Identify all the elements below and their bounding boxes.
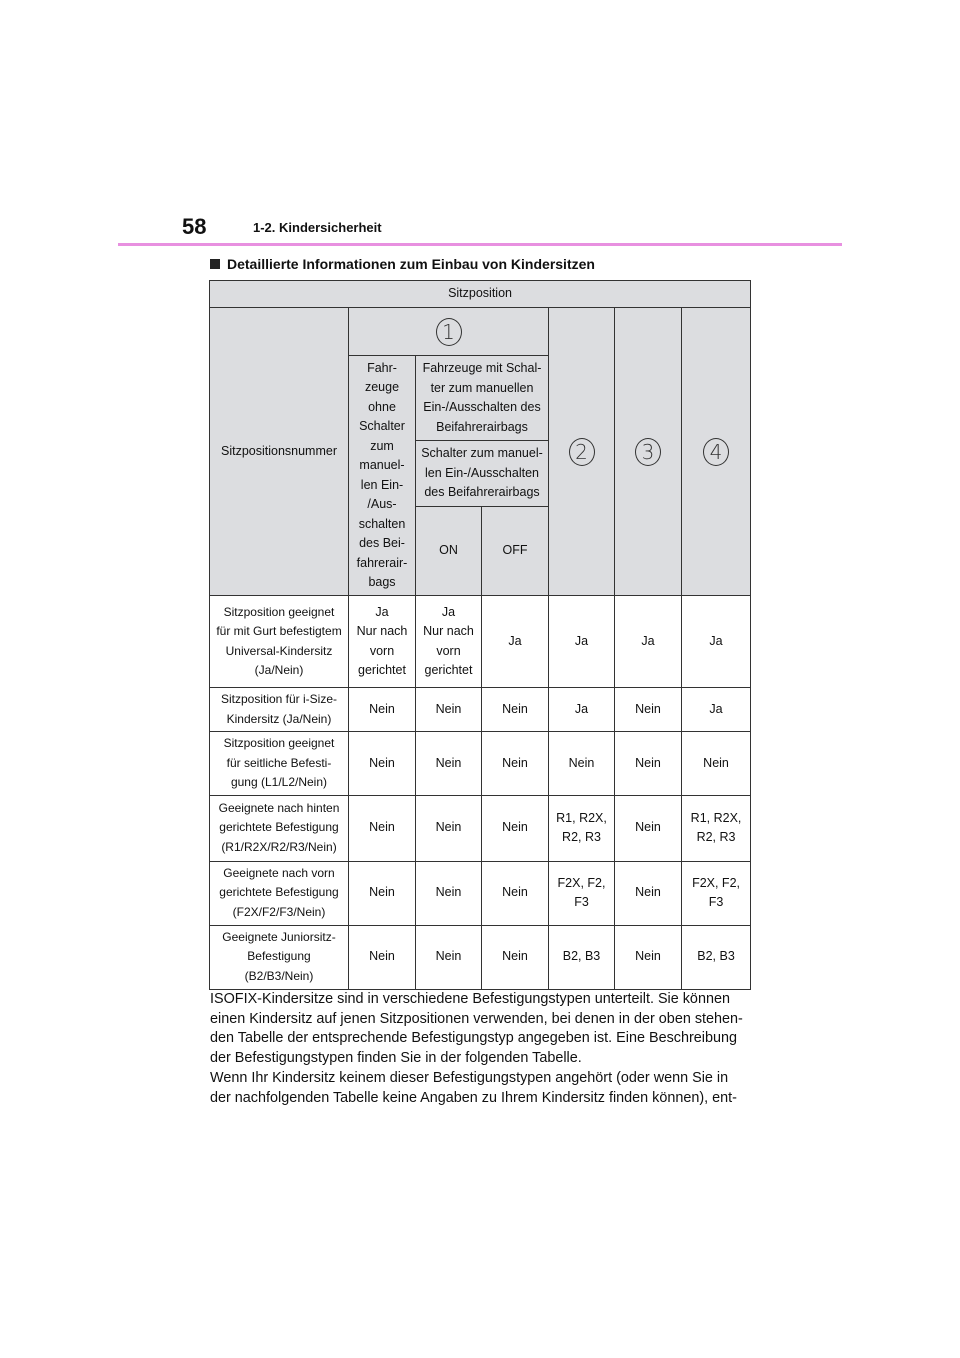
cell-text-line: Ja (574, 701, 589, 716)
table-cell (349, 861, 416, 925)
table-cell (549, 688, 615, 732)
table-title: Sitzposition (210, 281, 751, 308)
table-cell (349, 732, 416, 796)
table-cell (482, 596, 549, 688)
table-cell (482, 861, 549, 925)
table-cell (482, 732, 549, 796)
cell-text-line: Nein (502, 755, 528, 770)
cell-text-line: Nein (703, 755, 729, 770)
cell-text-line: gerichtete Befestigung (219, 820, 339, 835)
cell-text-line: Ja (375, 604, 389, 619)
cell-text-line: Nein (369, 701, 395, 716)
cell-text-line: Nein (435, 755, 462, 770)
cell-text-line: B2, B3 (562, 949, 601, 964)
cell-text-line: (Ja/Nein) (254, 663, 304, 677)
cell-text-line: Ja (574, 633, 589, 648)
table-cell (416, 861, 482, 925)
cell-text-line: Schalter zum manuel- (421, 446, 543, 461)
cell-text-line: Nein (435, 949, 462, 964)
header-rule (118, 243, 842, 246)
table-cell (682, 795, 751, 861)
cell-text-line: Geeignete nach vorn (223, 865, 335, 880)
table-row (210, 861, 751, 925)
table-row (210, 596, 751, 688)
cell-text-line: F2X, F2, (692, 875, 740, 890)
cell-text-line: (F2X/F2/F3/Nein) (232, 904, 326, 919)
table-cell (416, 795, 482, 861)
square-bullet-icon (210, 259, 220, 269)
cell-text-line: Nein (568, 755, 595, 770)
table-cell (416, 596, 482, 688)
col-switch (416, 441, 549, 507)
cell-text-line: Ja (641, 633, 655, 648)
table-cell (482, 925, 549, 989)
cell-text-line: Sitzposition geeignet (223, 604, 335, 619)
col-off: OFF (482, 507, 549, 596)
cell-text-line: des Beifahrerairbags (424, 485, 540, 500)
seat-2-header (549, 308, 615, 596)
cell-text-line: Nein (502, 701, 528, 716)
cell-text-line: für mit Gurt befestigtem (216, 624, 342, 638)
cell-text-line: (B2/B3/Nein) (244, 968, 314, 983)
table-cell (615, 688, 682, 732)
col-no-switch (349, 356, 416, 596)
cell-text-line: B2, B3 (697, 949, 735, 964)
circled-number-icon: 2 (569, 438, 595, 466)
circled-number-icon: 1 (436, 318, 462, 346)
body-paragraph: Wenn Ihr Kindersitz keinem dieser Befestigungstypen angehört (oder wenn Sie in der nachfolgenden Tabelle keine Angaben zu Ihrem Kindersitz finden können), ent- (210, 1069, 737, 1106)
body-paragraph: ISOFIX-Kindersitze sind in verschiedene Befestigungstypen unterteilt. Sie können einen Kindersitz auf jenen Sitzpositionen verwenden, bei denen in der oben stehen-den Tabelle der entsprechende Befestigungstyp angegeben ist. Eine Beschreibung der Befestigungstypen finden Sie in der folgenden Tabelle. (210, 991, 743, 1067)
cell-text-line: Nein (635, 755, 661, 770)
cell-text-line: Nein (369, 949, 395, 964)
table-row (210, 925, 751, 989)
row-label (210, 795, 349, 861)
table-cell (615, 925, 682, 989)
cell-text-line: Geeignete nach hinten (218, 800, 340, 815)
table-cell (349, 596, 416, 688)
cell-text-line: manuel- (359, 458, 405, 472)
cell-text-line: len Ein- (360, 477, 404, 492)
table-cell (349, 925, 416, 989)
cell-text-line: (R1/R2X/R2/R3/Nein) (221, 839, 337, 854)
cell-text-line: Beifahrerairbags (436, 419, 528, 434)
table-cell (682, 861, 751, 925)
cell-text-line: Ja (709, 633, 723, 648)
cell-text-line: Nein (502, 949, 528, 964)
cell-text-line: gerichtet (424, 663, 473, 677)
cell-text-line: Schalter (359, 419, 405, 433)
cell-text-line: F2X, F2, (557, 875, 606, 890)
cell-text-line: Nein (369, 820, 395, 835)
cell-text-line: Ja (441, 604, 456, 619)
table-cell (682, 925, 751, 989)
cell-text-line: für seitliche Befesti- (226, 755, 332, 770)
cell-text-line: Nein (635, 885, 661, 900)
col-switch-text (419, 444, 545, 503)
cell-text-line: Nein (435, 885, 462, 900)
seat-3-header (615, 308, 682, 596)
col-with-switch (416, 356, 549, 441)
cell-text-line: Befestigung (247, 949, 311, 964)
cell-text-line: Nur nach (423, 624, 474, 638)
table-cell (615, 596, 682, 688)
cell-text-line: Kindersitz (Ja/Nein) (226, 711, 332, 726)
cell-text-line: zeuge (364, 380, 400, 394)
table-cell (615, 732, 682, 796)
table-cell (682, 732, 751, 796)
cell-text-line: Nur nach (356, 624, 408, 638)
seat-position-table (209, 280, 751, 990)
cell-text-line: Nein (502, 885, 528, 900)
cell-text-line: len Ein-/Ausschalten (425, 465, 539, 480)
cell-text-line: ohne (368, 399, 396, 414)
cell-text-line: Nein (369, 885, 395, 900)
cell-text-line: schalten (358, 516, 406, 531)
cell-text-line: Nein (435, 701, 462, 716)
cell-text-line: zum (370, 438, 394, 453)
cell-text-line: R2, R3 (696, 830, 736, 844)
cell-text-line: F3 (708, 895, 724, 909)
seat-1-header (349, 308, 549, 356)
table-cell (482, 795, 549, 861)
table-cell (416, 732, 482, 796)
cell-text-line: Ein-/Ausschalten des (423, 400, 541, 414)
cell-text-line: Fahr- (367, 360, 397, 375)
table-cell (549, 925, 615, 989)
table-cell (549, 795, 615, 861)
cell-text-line: Nein (635, 820, 661, 835)
table-cell (349, 688, 416, 732)
cell-text-line: Nein (502, 820, 528, 835)
table-cell (416, 688, 482, 732)
col-on: ON (416, 507, 482, 596)
chapter-title: 1-2. Kindersicherheit (253, 220, 382, 235)
page-number: 58 (182, 214, 207, 239)
col-with-switch-text (419, 359, 545, 437)
col-no-switch-text (352, 359, 412, 593)
cell-text-line: Nein (635, 949, 661, 964)
table-cell (549, 732, 615, 796)
cell-text-line: Nein (369, 755, 395, 770)
table-cell (416, 925, 482, 989)
cell-text-line: Geeignete Juniorsitz- (222, 929, 336, 944)
table-row (210, 688, 751, 732)
cell-text-line: /Aus- (367, 497, 397, 511)
circled-number-icon: 3 (635, 438, 661, 466)
row-label (210, 688, 349, 732)
cell-text-line: Nein (635, 701, 661, 716)
row-label (210, 925, 349, 989)
cell-text-line: Sitzposition für i-Size- (220, 692, 338, 706)
cell-text-line: vorn (369, 643, 395, 658)
cell-text-line: R1, R2X, (690, 810, 742, 825)
cell-text-line: Nein (435, 820, 462, 835)
table-cell (682, 688, 751, 732)
cell-text-line: R2, R3 (562, 830, 601, 844)
cell-text-line: vorn (436, 643, 461, 658)
cell-text-line: ter zum manuellen (430, 380, 534, 395)
cell-text-line: Ja (508, 633, 522, 648)
cell-text-line: Universal-Kindersitz (225, 643, 333, 658)
cell-text-line: des Bei- (359, 536, 405, 550)
row-label (210, 732, 349, 796)
table-cell (349, 795, 416, 861)
cell-text-line: Ja (709, 701, 723, 716)
circled-number-icon: 4 (703, 438, 729, 466)
seat-4-header (682, 308, 751, 596)
cell-text-line: R1, R2X, (556, 810, 607, 825)
table-row (210, 732, 751, 796)
cell-text-line: Sitzposition geeignet (223, 736, 335, 750)
cell-text-line: gerichtet (358, 663, 406, 677)
cell-text-line: bags (368, 575, 396, 589)
table-cell (549, 596, 615, 688)
row-label (210, 861, 349, 925)
section-heading-text: Detaillierte Informationen zum Einbau von Kindersitzen (227, 256, 595, 272)
section-heading (210, 256, 595, 272)
table-cell (615, 795, 682, 861)
row-label (210, 596, 349, 688)
cell-text-line: gung (L1/L2/Nein) (230, 775, 328, 789)
cell-text-line: F3 (574, 895, 589, 909)
table-cell (549, 861, 615, 925)
table-cell (682, 596, 751, 688)
cell-text-line: gerichtete Befestigung (219, 885, 339, 900)
cell-text-line: Fahrzeuge mit Schal- (422, 361, 542, 375)
table-cell (482, 688, 549, 732)
table-cell (615, 861, 682, 925)
cell-text-line: fahrerair- (356, 555, 408, 570)
table-body (210, 596, 751, 990)
table-row (210, 795, 751, 861)
body-text (210, 990, 750, 1108)
seat-number-label: Sitzpositionsnummer (210, 308, 349, 596)
